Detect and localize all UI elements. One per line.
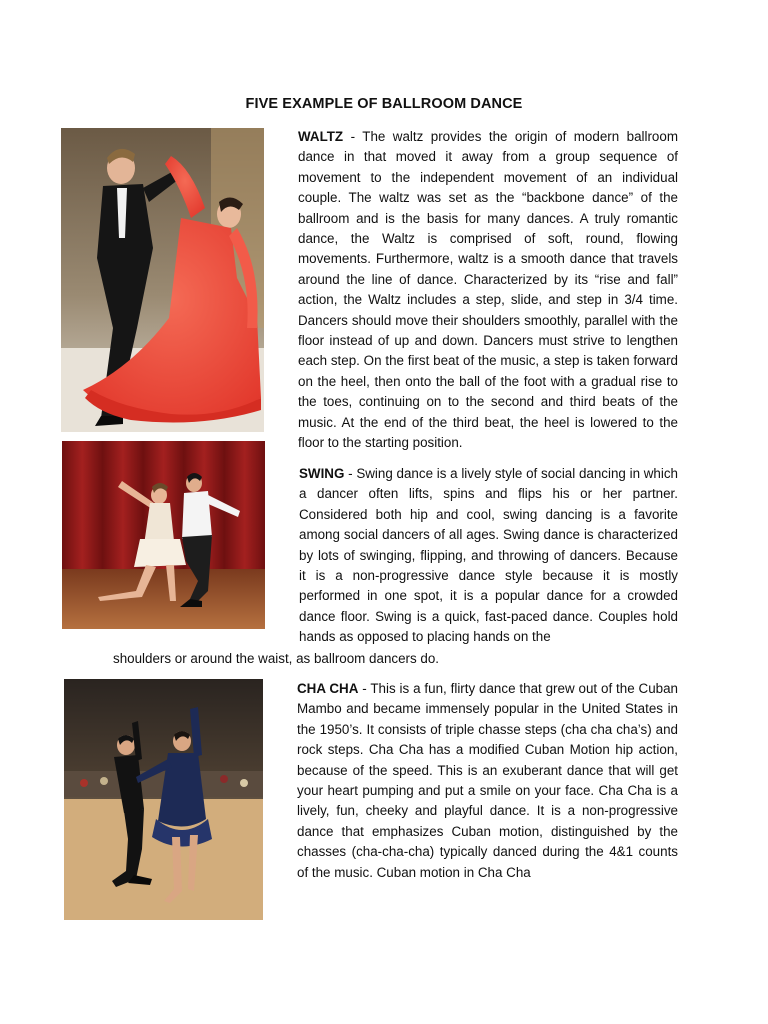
cha-cha-photo <box>64 679 263 920</box>
waltz-heading: WALTZ <box>298 129 344 144</box>
swing-heading: SWING <box>299 466 345 481</box>
waltz-separator: - <box>343 129 363 144</box>
page-title: FIVE EXAMPLE OF BALLROOM DANCE <box>245 96 523 112</box>
waltz-photo <box>61 128 264 432</box>
cha-cha-paragraph <box>297 679 678 883</box>
cha-cha-heading: CHA CHA <box>297 681 359 696</box>
swing-text: Swing dance is a lively style of social dancing in which a dancer often lifts, spins and flips his or her partner. Considered both hip and cool, swing dancing is a favorite among social dancers of all ages. Swing dance is characterized by lots of swinging, flipping, and throwing of dancers. Because it is a non-progressive dance style because it is mostly performed in one spot, it is a popular dance for a crowded dance floor. Swing is a quick, fast-paced dance. Couples hold hands as opposed to placing hands on the <box>299 466 678 645</box>
swing-paragraph <box>299 464 678 648</box>
waltz-text: The waltz provides the origin of modern ballroom dance in that moved it away from a group sequence of movement to the independent movement of an individual couple. The waltz was set as the “backbone dance” of the ballroom and is the basis for many dances. A truly romantic dance, the Waltz is comprised of soft, round, flowing movements. Furthermore, waltz is a smooth dance that travels around the line of dance. Characterized by its “rise and fall” action, the Waltz includes a step, slide, and step in 3/4 time. Dancers should move their shoulders smoothly, parallel with the floor instead of up and down. Dancers must strive to lengthen each step. On the first beat of the music, a step is taken forward on the heel, then onto the ball of the foot with a gradual rise to the toes, continuing on to the second and third beats of the music. At the end of the third beat, the heel is lowered to the floor to the starting position. <box>298 129 678 451</box>
cha-cha-separator: - <box>358 681 371 696</box>
cha-cha-text: This is a fun, flirty dance that grew out of the Cuban Mambo and became immensely popular in the United States in the 1950’s. It consists of triple chasse steps (cha cha cha’s) and rock steps. Cha Cha has a modified Cuban Motion hip action, because of the speed. This is an exuberant dance that will get your heart pumping and put a smile on your face. Cha Cha is a lively, fun, cheeky and playful dance. It is a non-progressive dance that emphasizes Cuban motion, distinguished by the chasses (cha-cha-cha) typically danced during the 4&1 counts of the music. Cuban motion in Cha Cha <box>297 681 678 880</box>
swing-separator: - <box>344 466 357 481</box>
waltz-paragraph <box>298 127 678 454</box>
swing-photo <box>62 441 265 629</box>
swing-paragraph-tail: shoulders or around the waist, as ballroom dancers do. <box>113 651 440 666</box>
